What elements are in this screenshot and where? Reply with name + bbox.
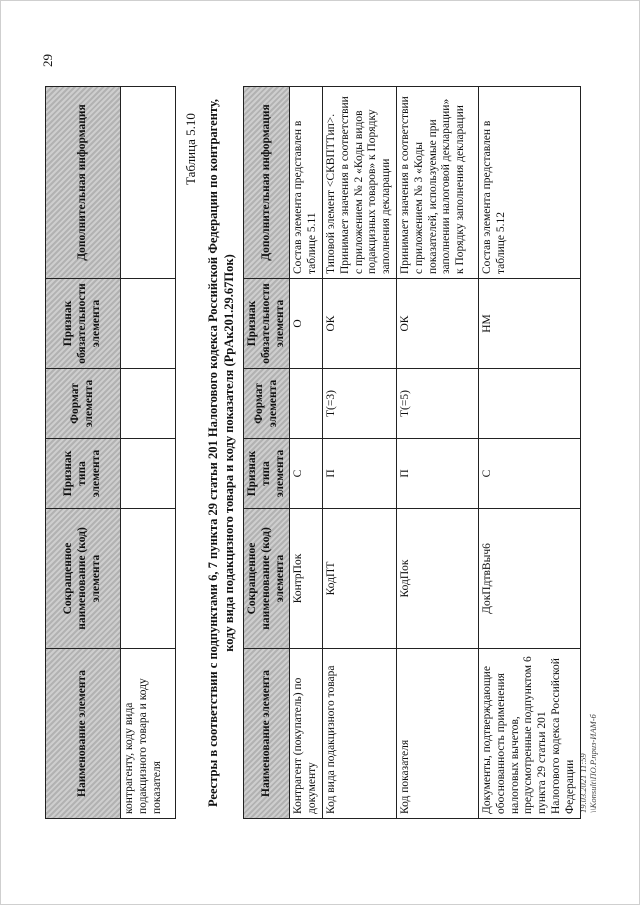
cell-info: [121, 87, 176, 279]
table-row: [290, 87, 323, 819]
cell-type: С: [290, 439, 323, 509]
cell-format: [478, 369, 580, 439]
table-header-row: [244, 87, 290, 819]
table-row: [478, 87, 580, 819]
cell-required: О: [290, 279, 323, 369]
header-info: Дополнительная информация: [46, 87, 121, 279]
cell-format: T(=5): [396, 369, 478, 439]
header-required: Признак обязательности элемента: [46, 279, 121, 369]
cell-format: [121, 369, 176, 439]
header-format: Формат элемента: [244, 369, 290, 439]
cell-name: Контрагент (покупатель) по документу: [290, 649, 323, 819]
cell-required: НМ: [478, 279, 580, 369]
header-type: Признак типа элемента: [46, 439, 121, 509]
cell-required: ОК: [322, 279, 396, 369]
cell-code: КодПТ: [322, 509, 396, 649]
cell-name: Код вида подакцизного товара: [322, 649, 396, 819]
table-label: Таблица 5.10: [183, 113, 198, 185]
header-name: Наименование элемента: [244, 649, 290, 819]
table-row: [396, 87, 478, 819]
cell-name: контрагенту, коду вида подакцизного товара и коду показателя: [121, 649, 176, 819]
cell-type: С: [478, 439, 580, 509]
header-type: Признак типа элемента: [244, 439, 290, 509]
cell-type: П: [322, 439, 396, 509]
cell-type: [121, 439, 176, 509]
table-title: Реестры в соответствии с подпунктами 6, 7 пункта 29 статьи 201 Налогового кодекса Российской Федерации по контрагенту, коду вида подакцизного товара и коду показателя (РрАк201.29.67Пок): [206, 98, 236, 808]
cell-code: [121, 509, 176, 649]
cell-format: T(=3): [322, 369, 396, 439]
header-info: Дополнительная информация: [244, 87, 290, 279]
cell-info: Принимает значения в соответствии с приложением № 3 «Коды показателей, используемые при заполнении налоговой декларации» к Порядку заполнения декларации: [396, 87, 478, 279]
table-row: [322, 87, 396, 819]
page-number: 29: [40, 54, 55, 67]
table-5-10: [243, 86, 581, 819]
cell-name: Документы, подтверждающие обоснованность применения налоговых вычетов, предусмотренные подпунктом 6 пункта 29 статьи 201 Налогового кодекса Российской Федерации: [478, 649, 580, 819]
cell-code: КодПок: [396, 509, 478, 649]
header-name: Наименование элемента: [46, 649, 121, 819]
table-row: [121, 87, 176, 819]
cell-format: [290, 369, 323, 439]
table-header-row: [46, 87, 121, 819]
cell-info: Типовой элемент <СКВПТТип>. Принимает значения в соответствии с приложением № 2 «Коды видов подакцизных товаров» к Порядку заполнения декларации: [322, 87, 396, 279]
header-required: Признак обязательности элемента: [244, 279, 290, 369]
header-format: Формат элемента: [46, 369, 121, 439]
cell-info: Состав элемента представлен в таблице 5.12: [478, 87, 580, 279]
cell-required: ОК: [396, 279, 478, 369]
cell-code: ДокПдтвВыч6: [478, 509, 580, 649]
cell-code: КонтрПок: [290, 509, 323, 649]
footer-meta: [578, 714, 598, 813]
cell-name: Код показателя: [396, 649, 478, 819]
header-code: Сокращенное наименование (код) элемента: [244, 509, 290, 649]
cell-required: [121, 279, 176, 369]
footer-path: \\Konsult\ПО.Р.приз-ИАМ-б: [588, 714, 599, 813]
table-continued: [45, 86, 176, 819]
cell-info: Состав элемента представлен в таблице 5.11: [290, 87, 323, 279]
footer-date: 19.03.2021 11:59: [578, 753, 588, 813]
cell-type: П: [396, 439, 478, 509]
header-code: Сокращенное наименование (код) элемента: [46, 509, 121, 649]
